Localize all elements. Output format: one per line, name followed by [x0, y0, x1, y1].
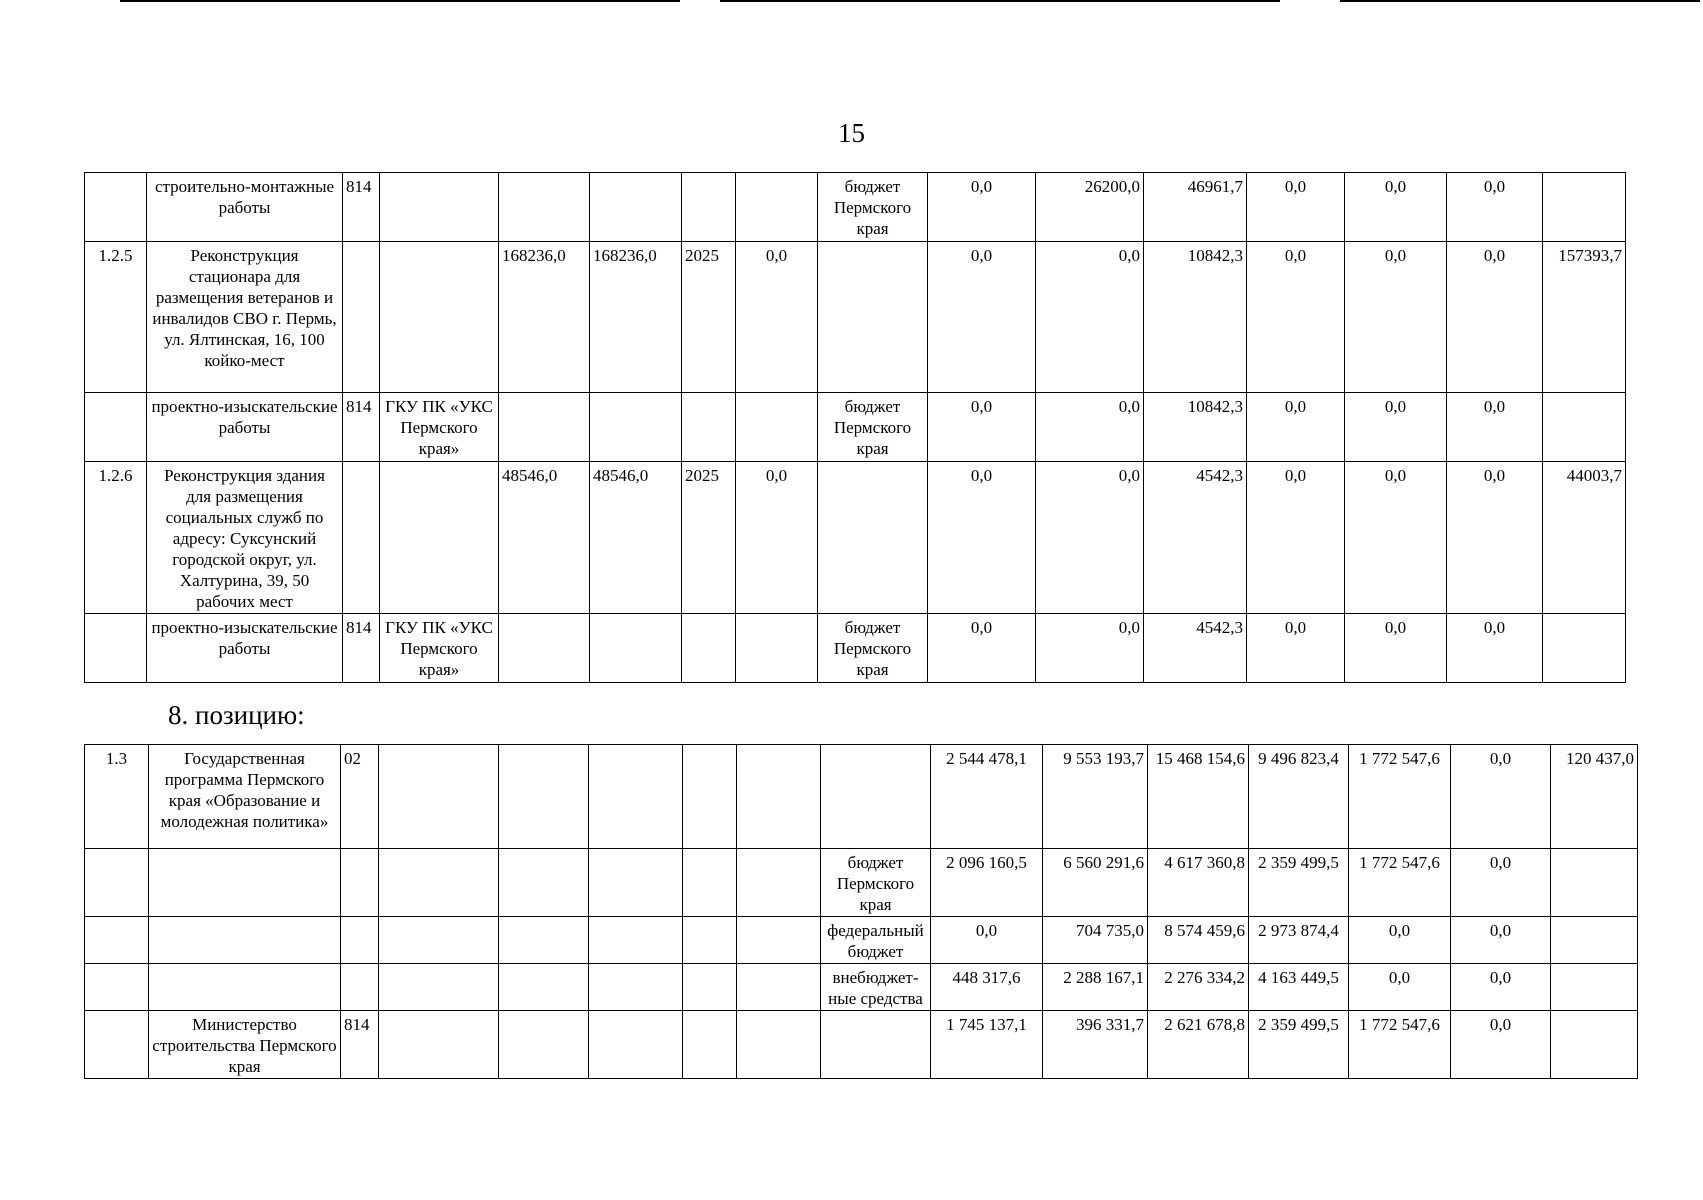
cell-grbs: 814 [343, 393, 380, 462]
cell-value-5: 0,0 [1345, 393, 1447, 462]
cell-source [818, 462, 928, 614]
cell-value-5: 0,0 [1345, 242, 1447, 393]
cell-value-2: 6 560 291,6 [1043, 849, 1148, 917]
cell-value-2: 396 331,7 [1043, 1011, 1148, 1079]
cell-source: бюджет Пермского края [818, 614, 928, 683]
cell-value-3: 4542,3 [1144, 614, 1247, 683]
top-edge-line [720, 0, 1280, 2]
table-row [85, 745, 1638, 849]
cell-year [683, 745, 737, 849]
cell-value-7 [1551, 1011, 1638, 1079]
cell-limit: 48546,0 [590, 462, 682, 614]
budget-table-upper [84, 172, 1626, 683]
table-row [85, 462, 1626, 614]
cell-source [821, 1011, 931, 1079]
cell-prev [737, 964, 821, 1011]
cell-limit [590, 393, 682, 462]
cell-year [683, 1011, 737, 1079]
cell-executor: ГКУ ПК «УКС Пермского края» [380, 393, 499, 462]
cell-value-4: 2 359 499,5 [1249, 849, 1349, 917]
cell-value-4: 0,0 [1247, 173, 1345, 242]
cell-executor [379, 745, 499, 849]
cell-value-2: 0,0 [1036, 614, 1144, 683]
page-number: 15 [838, 118, 865, 148]
cell-value-3: 2 276 334,2 [1148, 964, 1249, 1011]
cell-grbs [341, 917, 379, 964]
cell-executor [379, 849, 499, 917]
cell-value-3: 4 617 360,8 [1148, 849, 1249, 917]
cell-grbs: 814 [343, 614, 380, 683]
cell-code [85, 393, 147, 462]
cell-name: Министерство строительства Пермского края [149, 1011, 341, 1079]
cell-cost [499, 173, 590, 242]
cell-value-4: 0,0 [1247, 393, 1345, 462]
cell-grbs [341, 964, 379, 1011]
cell-value-6: 0,0 [1451, 1011, 1551, 1079]
table-row [85, 1011, 1638, 1079]
top-edge-line [120, 0, 680, 2]
cell-year [683, 849, 737, 917]
cell-value-1: 0,0 [928, 173, 1036, 242]
cell-cost [499, 849, 589, 917]
cell-limit [589, 917, 683, 964]
cell-value-5: 0,0 [1345, 614, 1447, 683]
cell-value-1: 0,0 [928, 462, 1036, 614]
cell-executor [380, 242, 499, 393]
cell-cost [499, 917, 589, 964]
cell-name [149, 917, 341, 964]
cell-value-5: 0,0 [1345, 173, 1447, 242]
cell-value-2: 0,0 [1036, 462, 1144, 614]
cell-limit [589, 745, 683, 849]
cell-limit: 168236,0 [590, 242, 682, 393]
cell-value-2: 9 553 193,7 [1043, 745, 1148, 849]
cell-executor [380, 462, 499, 614]
cell-name: Реконструкция здания для размещения социальных служб по адресу: Суксунский городской округ, ул. Халтурина, 39, 50 рабочих мест [147, 462, 343, 614]
cell-name: Реконструкция стационара для размещения ветеранов и инвалидов СВО г. Пермь, ул. Ялтинская, 16, 100 койко-мест [147, 242, 343, 393]
table-row [85, 173, 1626, 242]
budget-table-lower [84, 744, 1638, 1079]
table-row [85, 964, 1638, 1011]
cell-value-4: 2 973 874,4 [1249, 917, 1349, 964]
cell-grbs: 02 [341, 745, 379, 849]
cell-source: бюджет Пермского края [818, 173, 928, 242]
cell-name: Государственная программа Пермского края «Образование и молодежная политика» [149, 745, 341, 849]
cell-name: проектно-изыскательские работы [147, 393, 343, 462]
cell-value-7 [1543, 173, 1626, 242]
cell-prev [737, 917, 821, 964]
cell-value-5: 1 772 547,6 [1349, 1011, 1451, 1079]
cell-value-5: 0,0 [1345, 462, 1447, 614]
cell-grbs [341, 849, 379, 917]
cell-value-6: 0,0 [1447, 462, 1543, 614]
cell-value-3: 2 621 678,8 [1148, 1011, 1249, 1079]
cell-value-7 [1543, 614, 1626, 683]
cell-value-4: 0,0 [1247, 462, 1345, 614]
cell-value-5: 0,0 [1349, 917, 1451, 964]
cell-name: строительно-монтажные работы [147, 173, 343, 242]
cell-value-7 [1551, 849, 1638, 917]
cell-value-3: 8 574 459,6 [1148, 917, 1249, 964]
cell-value-5: 1 772 547,6 [1349, 745, 1451, 849]
cell-value-1: 2 544 478,1 [931, 745, 1043, 849]
cell-code [85, 849, 149, 917]
top-edge-line [1340, 0, 1700, 2]
cell-value-1: 0,0 [931, 917, 1043, 964]
cell-prev [737, 849, 821, 917]
cell-limit [589, 1011, 683, 1079]
cell-value-3: 46961,7 [1144, 173, 1247, 242]
cell-name: проектно-изыскательские работы [147, 614, 343, 683]
cell-value-4: 9 496 823,4 [1249, 745, 1349, 849]
cell-value-5: 1 772 547,6 [1349, 849, 1451, 917]
cell-value-1: 0,0 [928, 614, 1036, 683]
cell-limit [589, 849, 683, 917]
cell-value-3: 15 468 154,6 [1148, 745, 1249, 849]
cell-value-1: 1 745 137,1 [931, 1011, 1043, 1079]
cell-code: 1.2.6 [85, 462, 147, 614]
cell-executor: ГКУ ПК «УКС Пермского края» [380, 614, 499, 683]
cell-cost: 48546,0 [499, 462, 590, 614]
cell-code [85, 964, 149, 1011]
cell-grbs [343, 242, 380, 393]
cell-value-7 [1551, 964, 1638, 1011]
cell-value-6: 0,0 [1451, 917, 1551, 964]
cell-value-2: 704 735,0 [1043, 917, 1148, 964]
cell-value-2: 0,0 [1036, 393, 1144, 462]
cell-value-1: 0,0 [928, 393, 1036, 462]
cell-value-2: 2 288 167,1 [1043, 964, 1148, 1011]
cell-value-6: 0,0 [1447, 393, 1543, 462]
cell-code [85, 173, 147, 242]
cell-value-7: 157393,7 [1543, 242, 1626, 393]
cell-value-3: 10842,3 [1144, 393, 1247, 462]
cell-executor [379, 1011, 499, 1079]
cell-value-3: 10842,3 [1144, 242, 1247, 393]
cell-value-7 [1543, 393, 1626, 462]
cell-year [683, 964, 737, 1011]
cell-source: внебюджет-ные средства [821, 964, 931, 1011]
cell-grbs: 814 [343, 173, 380, 242]
cell-cost [499, 1011, 589, 1079]
cell-code: 1.3 [85, 745, 149, 849]
cell-grbs: 814 [341, 1011, 379, 1079]
cell-grbs [343, 462, 380, 614]
cell-value-6: 0,0 [1447, 614, 1543, 683]
cell-executor [379, 964, 499, 1011]
table-row [85, 242, 1626, 393]
cell-value-1: 0,0 [928, 242, 1036, 393]
cell-source [818, 242, 928, 393]
table-row [85, 917, 1638, 964]
cell-prev: 0,0 [736, 462, 818, 614]
cell-value-4: 0,0 [1247, 242, 1345, 393]
cell-value-7: 120 437,0 [1551, 745, 1638, 849]
cell-code [85, 1011, 149, 1079]
cell-value-5: 0,0 [1349, 964, 1451, 1011]
cell-year [682, 173, 736, 242]
cell-value-6: 0,0 [1451, 849, 1551, 917]
cell-cost [499, 393, 590, 462]
cell-value-6: 0,0 [1447, 173, 1543, 242]
cell-code [85, 614, 147, 683]
cell-prev [737, 745, 821, 849]
cell-prev [736, 614, 818, 683]
cell-cost: 168236,0 [499, 242, 590, 393]
cell-year [682, 393, 736, 462]
table-row [85, 393, 1626, 462]
cell-source: федеральный бюджет [821, 917, 931, 964]
cell-value-4: 0,0 [1247, 614, 1345, 683]
cell-code [85, 917, 149, 964]
cell-year: 2025 [682, 462, 736, 614]
cell-limit [590, 614, 682, 683]
cell-value-2: 26200,0 [1036, 173, 1144, 242]
cell-value-7: 44003,7 [1543, 462, 1626, 614]
cell-source: бюджет Пермского края [818, 393, 928, 462]
cell-source [821, 745, 931, 849]
cell-value-1: 448 317,6 [931, 964, 1043, 1011]
cell-value-1: 2 096 160,5 [931, 849, 1043, 917]
table-row [85, 849, 1638, 917]
cell-value-3: 4542,3 [1144, 462, 1247, 614]
cell-year [683, 917, 737, 964]
cell-prev [736, 393, 818, 462]
cell-cost [499, 964, 589, 1011]
cell-year: 2025 [682, 242, 736, 393]
table-row [85, 614, 1626, 683]
cell-name [149, 849, 341, 917]
cell-name [149, 964, 341, 1011]
cell-executor [379, 917, 499, 964]
cell-value-6: 0,0 [1451, 964, 1551, 1011]
cell-prev [737, 1011, 821, 1079]
cell-prev [736, 173, 818, 242]
cell-value-4: 2 359 499,5 [1249, 1011, 1349, 1079]
cell-value-4: 4 163 449,5 [1249, 964, 1349, 1011]
cell-value-6: 0,0 [1447, 242, 1543, 393]
cell-executor [380, 173, 499, 242]
cell-code: 1.2.5 [85, 242, 147, 393]
cell-limit [589, 964, 683, 1011]
cell-cost [499, 745, 589, 849]
cell-value-6: 0,0 [1451, 745, 1551, 849]
cell-year [682, 614, 736, 683]
cell-value-7 [1551, 917, 1638, 964]
cell-limit [590, 173, 682, 242]
section-heading: 8. позицию: [168, 700, 305, 730]
cell-prev: 0,0 [736, 242, 818, 393]
cell-value-2: 0,0 [1036, 242, 1144, 393]
cell-cost [499, 614, 590, 683]
cell-source: бюджет Пермского края [821, 849, 931, 917]
